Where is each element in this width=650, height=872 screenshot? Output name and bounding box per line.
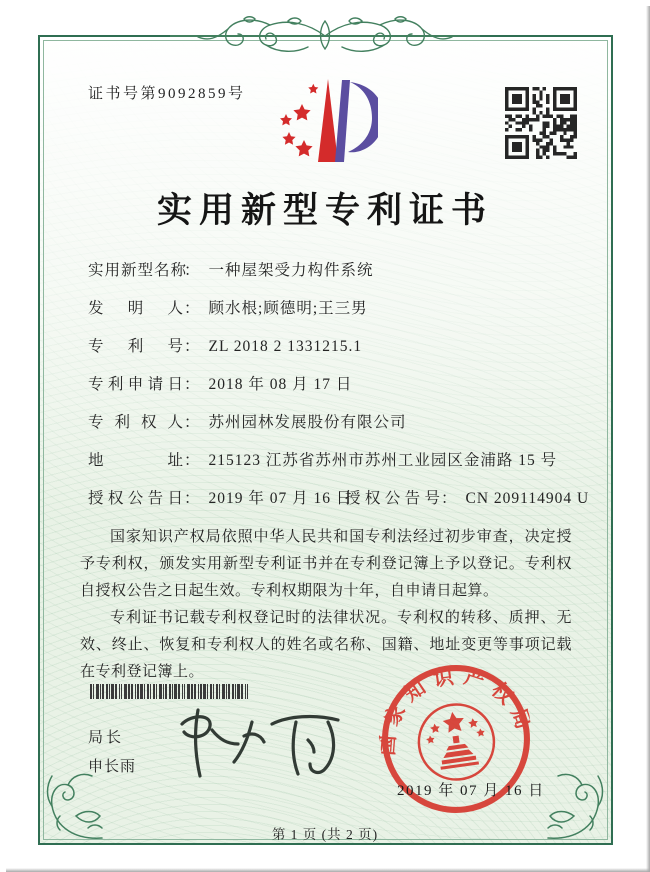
certificate-title: 实用新型专利证书 <box>156 191 493 230</box>
national-emblem <box>414 700 499 785</box>
field-row-name <box>88 258 600 280</box>
field-value: CN 209114904 U <box>465 490 590 507</box>
field-pair-grant-number <box>345 486 589 508</box>
field-label: 专利权人 <box>88 414 184 431</box>
field-colon: ： <box>184 490 201 507</box>
field-colon: ： <box>184 262 201 279</box>
seal-date: 2019 年 07 月 16 日 <box>397 783 545 799</box>
field-label: 专利申请日 <box>88 376 184 393</box>
legal-paragraph-1: 国家知识产权局依照中华人民共和国专利法经过初步审查，决定授予专利权，颁发实用新型专利证书并在专利登记簿上予以登记。专利权自授权公告之日起生效。专利权期限为十年，自申请日起算。 <box>80 529 572 599</box>
field-colon: ： <box>184 300 201 317</box>
field-row-inventors <box>88 296 600 318</box>
svg-text:国家知识产权局 <box>370 655 538 759</box>
field-value: 一种屋架受力构件系统 <box>208 262 374 279</box>
field-label: 授权公告日 <box>88 490 184 507</box>
scan-shadow-right <box>646 6 650 872</box>
field-row-grant <box>88 486 600 508</box>
seal-agency-text: 国家知识产权局 <box>376 665 537 757</box>
field-row-patentee <box>88 410 600 432</box>
field-colon: ： <box>184 414 201 431</box>
officer-title: 局长 <box>88 729 125 746</box>
legal-paragraph-2: 专利证书记载专利权登记时的法律状况。专利权的转移、质押、无效、终止、恢复和专利权人的姓名或名称、国籍、地址变更等事项记载在专利登记簿上。 <box>80 610 572 680</box>
field-label: 授权公告号 <box>345 490 441 507</box>
field-value: 苏州园林发展股份有限公司 <box>208 414 407 431</box>
field-label: 发明人 <box>88 300 184 317</box>
qr-code <box>505 87 577 159</box>
field-label: 实用新型名称 <box>88 262 188 279</box>
certificate-number: 证书号第9092859号 <box>88 86 246 102</box>
top-flourish-ornament <box>170 15 480 57</box>
scan-shadow-bottom <box>6 868 650 872</box>
field-value: 215123 江苏省苏州市苏州工业园区金浦路 15 号 <box>208 452 558 469</box>
officer-name: 申长雨 <box>88 758 137 775</box>
director-signature <box>168 696 353 788</box>
field-label: 专利号 <box>88 338 184 355</box>
field-value: ZL 2018 2 1331215.1 <box>208 338 363 355</box>
field-row-address <box>88 448 600 470</box>
field-value: 2018 年 08 月 17 日 <box>208 376 353 393</box>
field-label: 地址 <box>88 452 184 469</box>
cnipa-logo <box>272 74 378 168</box>
field-row-patent-number <box>88 334 600 356</box>
field-colon: ： <box>441 490 458 507</box>
field-colon: ： <box>184 452 201 469</box>
field-value: 2019 年 07 月 16 日 <box>208 490 353 507</box>
page-number: 第 1 页 (共 2 页) <box>271 827 379 842</box>
field-colon: ： <box>184 376 201 393</box>
field-row-filing-date <box>88 372 600 394</box>
field-value: 顾水根;顾德明;王三男 <box>208 300 368 317</box>
field-colon: ： <box>184 338 201 355</box>
